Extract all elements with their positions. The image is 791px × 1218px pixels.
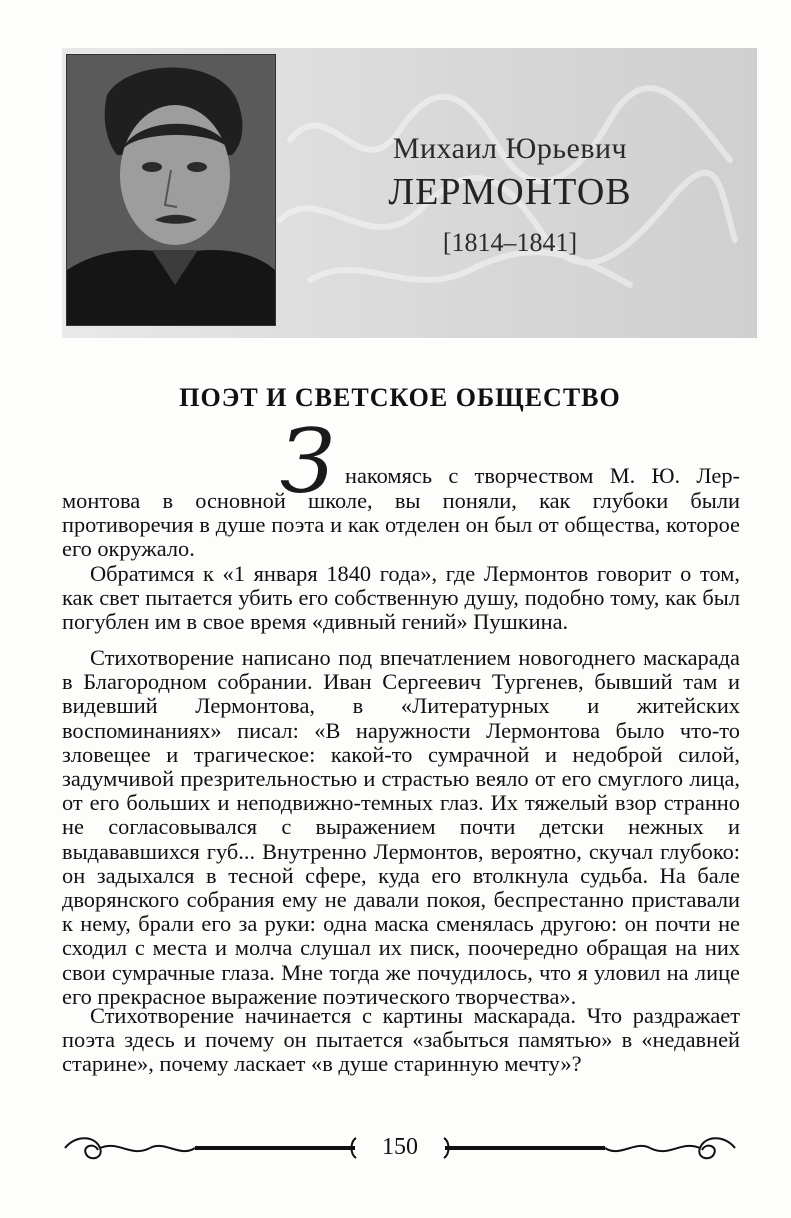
paragraph-2: Обратимся к «1 января 1840 года», где Лермонтов говорит о том, как свет пытается убить его собственную душу, подобно тому, как был погублен им в свое время «дивный гений» Пушкина. <box>62 561 740 635</box>
portrait-image <box>66 54 276 326</box>
paragraph-4: Стихотворение начинается с картины маскарада. Что раздражает поэта здесь и почему он пытается «забыться памятью» в «недавней старине», почему ласкает «в душе старинную мечту»? <box>62 1003 740 1077</box>
author-last-name: ЛЕРМОНТОВ <box>388 171 632 213</box>
portrait-drawing <box>67 55 275 325</box>
page-number: 150 <box>382 1134 418 1160</box>
author-first-name: Михаил Юрьевич <box>392 132 628 165</box>
drop-cap: З <box>280 410 335 513</box>
first-line-text: накомясь с творчеством М. Ю. Лер- <box>345 463 740 488</box>
paragraph-1: монтова в основной школе, вы поняли, как глубоки были противоречия в душе поэта и как отделен он был от общества, которое его окружало. <box>62 488 740 562</box>
paragraph-3: Стихотворение написано под впечатлением новогоднего маскарада в Благородном собрании. Иван Сергеевич Тургенев, бывший там и видевший Лермонтова, в «Литературных и житейских воспоминаниях» писал: «В наружности Лермонтова было что-то зловещее и трагическое: какой-то сумрачной и недоброй силой, задумчивой презрительностью и страстью веяло от его смуглого лица, от его больших и неподвижно-темных глаз. Их тяжелый взор странно не согласовывался с выражением почти детски нежных и выдававшихся губ... Внутренно Лермонтов, вероятно, скучал глубоко: он задыхался в тесной сфере, куда его втолкнула судьба. На бале дворянского собрания ему не давали покоя, беспрестанно приставали к нему, брали его за руки: одна маска сменялась другою: он почти не сходил с места и молча слушал их писк, поочередно обращая на них свои сумрачные глаза. Мне тогда же почудилось, что я уловил на лице его прекрасное выражение поэтического творчества». <box>62 645 740 1009</box>
section-title: ПОЭТ И СВЕТСКОЕ ОБЩЕСТВО <box>179 383 621 412</box>
page-footer <box>60 1130 740 1170</box>
author-years: [1814–1841] <box>442 228 578 257</box>
